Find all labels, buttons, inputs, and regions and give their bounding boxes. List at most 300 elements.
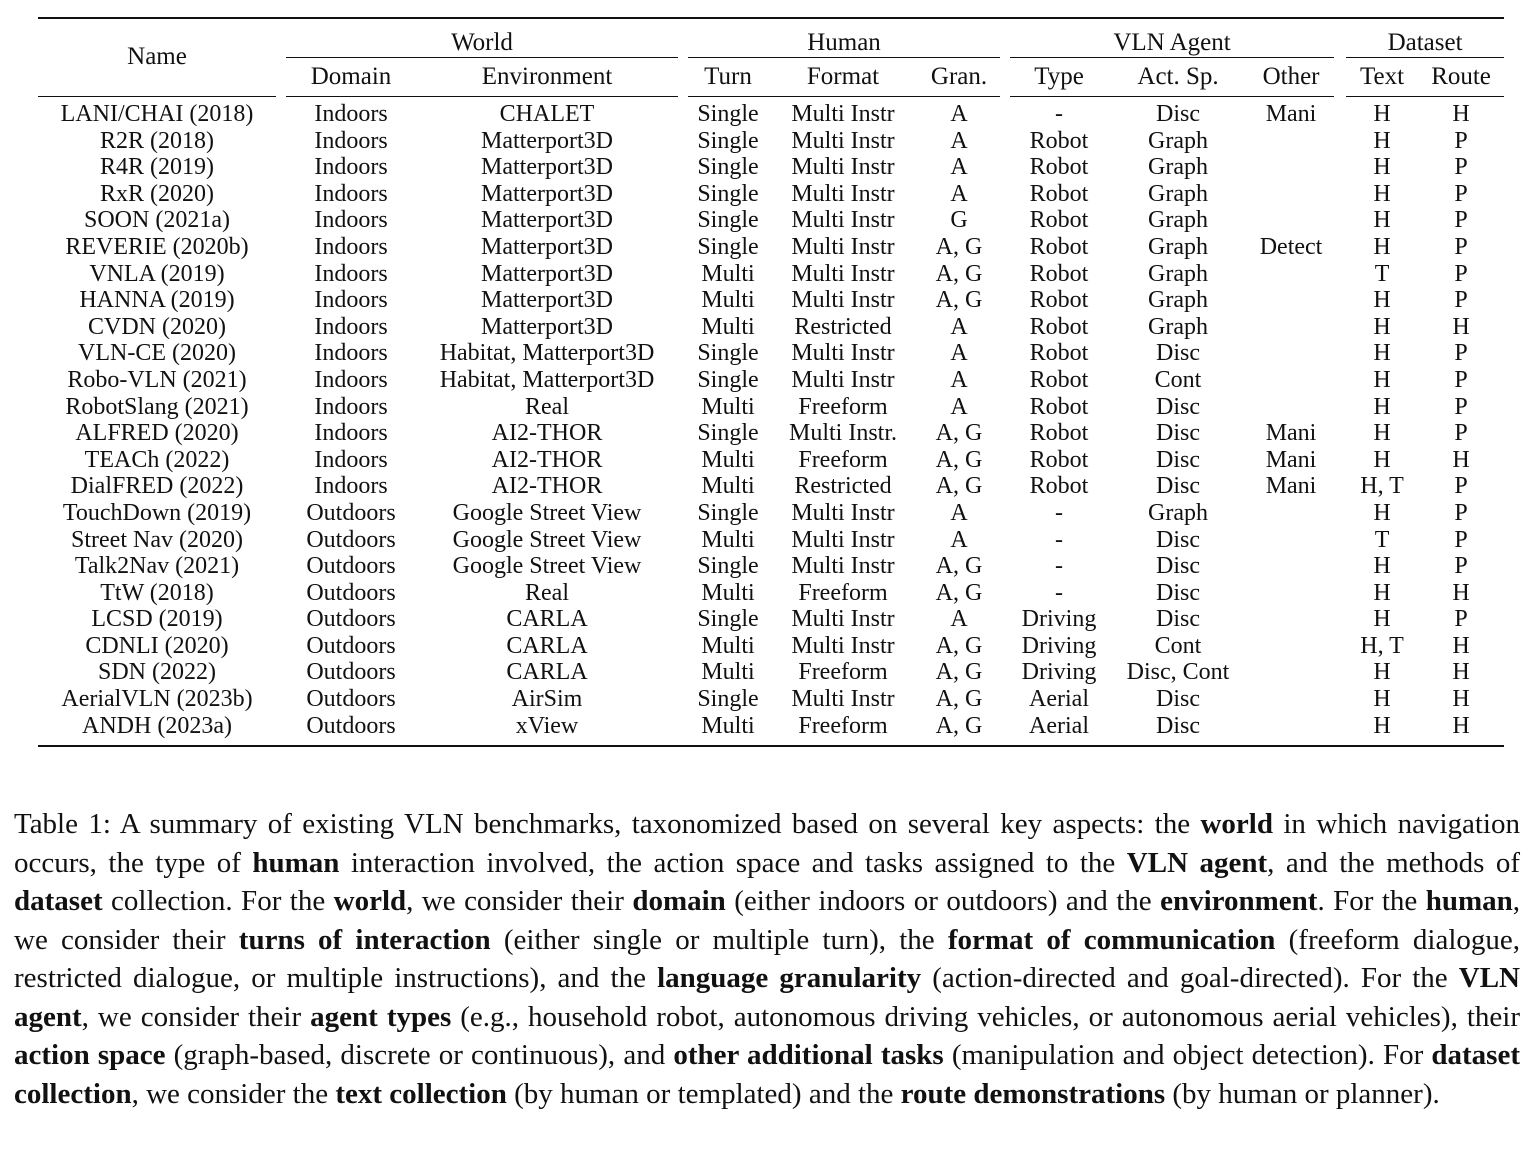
- cell-name: SOON (2021a): [84, 207, 230, 234]
- caption-text: , we consider their: [406, 885, 633, 917]
- cell-type: Aerial: [1010, 713, 1108, 747]
- header-environment: Environment: [416, 58, 678, 97]
- cell-text: H: [1373, 207, 1391, 234]
- cell-other: [1248, 580, 1334, 607]
- benchmark-table: [38, 17, 1504, 747]
- cell-type: Robot: [1029, 393, 1089, 420]
- cell-format: Freeform: [798, 393, 888, 420]
- cell-turn: Multi: [701, 260, 755, 287]
- cell-act-sp: Disc: [1156, 686, 1201, 713]
- caption-bold-term: dataset collection: [14, 1039, 1520, 1110]
- table-row: [38, 340, 1504, 367]
- cell-act-sp: Graph: [1148, 233, 1208, 260]
- cell-text: H: [1373, 154, 1391, 181]
- table-row: [38, 207, 1504, 234]
- cell-gran: A: [950, 180, 968, 207]
- caption-text: (either single or multiple turn), the: [490, 923, 948, 956]
- cell-format: Freeform: [798, 446, 888, 473]
- cell-domain: Indoors: [314, 233, 388, 260]
- caption-bold-term: dataset: [14, 885, 103, 917]
- cell-environment: Google Street View: [452, 553, 642, 580]
- table-row: [38, 314, 1504, 341]
- table-row: [38, 606, 1504, 633]
- cell-text: H: [1373, 233, 1391, 260]
- cell-turn: Single: [697, 686, 759, 713]
- cell-act-sp: Cont: [1154, 632, 1202, 659]
- cell-name: RxR (2020): [100, 180, 214, 207]
- cell-text: H: [1373, 313, 1391, 340]
- cell-other: [1248, 527, 1334, 554]
- cell-act-sp: Graph: [1148, 127, 1208, 154]
- cell-turn: Single: [697, 154, 759, 181]
- cell-format: Restricted: [794, 473, 892, 500]
- cell-turn: Multi: [701, 287, 755, 314]
- cell-act-sp: Disc: [1156, 393, 1201, 420]
- cell-name: REVERIE (2020b): [65, 233, 249, 260]
- cell-route: P: [1454, 499, 1468, 526]
- cell-name: AerialVLN (2023b): [61, 686, 253, 713]
- cell-route: P: [1454, 287, 1468, 314]
- cell-environment: CARLA: [506, 632, 588, 659]
- table-row: [38, 447, 1504, 474]
- cell-format: Multi Instr: [791, 526, 895, 553]
- cell-act-sp: Disc: [1156, 579, 1201, 606]
- cell-type: -: [1055, 101, 1064, 127]
- cell-gran: A, G: [918, 713, 1000, 747]
- table-row: [38, 713, 1504, 747]
- cell-route: H: [1452, 579, 1470, 606]
- cell-act-sp: Disc: [1156, 446, 1201, 473]
- caption-text: interaction involved, the action space and tasks assigned to the: [339, 846, 1127, 879]
- cell-name: Robo-VLN (2021): [67, 366, 247, 393]
- header-name: Name: [38, 18, 276, 97]
- table-header: [38, 18, 1504, 97]
- cell-environment: CARLA: [506, 606, 588, 633]
- cell-format: Freeform: [768, 713, 918, 747]
- cell-act-sp: Disc: [1156, 101, 1201, 127]
- cell-type: -: [1055, 579, 1064, 606]
- caption-text: , we consider their: [81, 1000, 311, 1033]
- cell-act-sp: Disc: [1156, 473, 1201, 500]
- cell-type: Robot: [1029, 207, 1089, 234]
- cell-route: P: [1454, 340, 1468, 367]
- table-row: [38, 527, 1504, 554]
- cell-act-sp: Disc: [1156, 526, 1201, 553]
- cell-route: H: [1452, 632, 1470, 659]
- cell-route: P: [1454, 207, 1468, 234]
- cell-format: Multi Instr: [791, 180, 895, 207]
- cell-gran: G: [950, 207, 968, 234]
- cell-domain: Indoors: [314, 207, 388, 234]
- cell-route: H: [1452, 313, 1470, 340]
- cell-domain: Indoors: [314, 101, 388, 127]
- caption-text: collection. For the: [102, 885, 334, 917]
- cell-environment: AI2-THOR: [491, 446, 603, 473]
- cell-environment: Google Street View: [452, 526, 642, 553]
- caption-text: , we consider the: [131, 1077, 336, 1110]
- cell-environment: Habitat, Matterport3D: [439, 366, 655, 393]
- cell-gran: A, G: [935, 553, 983, 580]
- cell-gran: A, G: [935, 420, 983, 447]
- cell-other: [1248, 659, 1334, 686]
- cell-route: H: [1452, 686, 1470, 713]
- cell-text: T: [1374, 526, 1390, 553]
- cell-format: Freeform: [798, 579, 888, 606]
- cell-turn: Single: [697, 127, 759, 154]
- cell-route: H: [1452, 101, 1470, 127]
- cell-format: Freeform: [798, 659, 888, 686]
- cell-route: P: [1454, 606, 1468, 633]
- header-act-sp: Act. Sp.: [1108, 58, 1248, 97]
- cell-format: Multi Instr: [791, 154, 895, 181]
- cell-domain: Indoors: [314, 180, 388, 207]
- cell-text: H: [1373, 101, 1391, 127]
- benchmark-table-container: [38, 17, 1494, 747]
- header-vln-agent: VLN Agent: [1010, 18, 1334, 58]
- cell-act-sp: Disc: [1156, 606, 1201, 633]
- cell-route: P: [1454, 180, 1468, 207]
- cell-text: H: [1346, 713, 1418, 747]
- cell-gran: A: [950, 154, 968, 181]
- table-row: [38, 181, 1504, 208]
- table-row: [38, 633, 1504, 660]
- cell-route: P: [1454, 526, 1468, 553]
- cell-route: P: [1454, 473, 1468, 500]
- cell-environment: Matterport3D: [481, 154, 613, 181]
- cell-domain: Indoors: [314, 473, 388, 500]
- cell-turn: Multi: [701, 526, 755, 553]
- table-row: [38, 154, 1504, 181]
- cell-name: HANNA (2019): [79, 287, 235, 314]
- cell-other: Detect: [1259, 233, 1323, 260]
- cell-format: Multi Instr.: [788, 420, 897, 447]
- cell-environment: Matterport3D: [481, 207, 613, 234]
- cell-domain: Indoors: [314, 127, 388, 154]
- caption-bold-term: human: [252, 846, 340, 879]
- cell-text: H: [1373, 659, 1391, 686]
- cell-text: H: [1373, 579, 1391, 606]
- cell-turn: Single: [697, 233, 759, 260]
- cell-route: P: [1454, 553, 1468, 580]
- cell-domain: Outdoors: [306, 659, 396, 686]
- header-human: Human: [688, 18, 1000, 58]
- cell-turn: Single: [697, 553, 759, 580]
- caption-bold-term: VLN agent: [14, 962, 1520, 1033]
- cell-environment: Matterport3D: [481, 313, 613, 340]
- cell-text: H, T: [1360, 632, 1404, 659]
- cell-gran: A, G: [935, 632, 983, 659]
- cell-other: [1248, 261, 1334, 288]
- cell-act-sp: Graph: [1148, 154, 1208, 181]
- cell-act-sp: Graph: [1148, 260, 1208, 287]
- cell-format: Multi Instr: [791, 553, 895, 580]
- cell-turn: Multi: [701, 659, 755, 686]
- cell-other: Mani: [1265, 101, 1317, 127]
- cell-text: H: [1373, 686, 1391, 713]
- cell-domain: Outdoors: [286, 713, 416, 747]
- cell-gran: A, G: [935, 446, 983, 473]
- table-row: [38, 500, 1504, 527]
- cell-domain: Outdoors: [306, 526, 396, 553]
- table-row: [38, 686, 1504, 713]
- table-body: [38, 97, 1504, 747]
- cell-environment: CHALET: [499, 101, 595, 127]
- cell-route: P: [1454, 260, 1468, 287]
- header-dataset: Dataset: [1346, 18, 1504, 58]
- cell-turn: Single: [697, 499, 759, 526]
- cell-format: Multi Instr: [791, 287, 895, 314]
- cell-text: H: [1373, 340, 1391, 367]
- cell-other: [1248, 367, 1334, 394]
- cell-environment: Matterport3D: [481, 233, 613, 260]
- cell-environment: Matterport3D: [481, 180, 613, 207]
- cell-environment: AI2-THOR: [491, 473, 603, 500]
- cell-act-sp: Disc, Cont: [1126, 659, 1230, 686]
- cell-other: [1248, 606, 1334, 633]
- header-text: Text: [1346, 58, 1418, 97]
- cell-act-sp: Graph: [1148, 207, 1208, 234]
- cell-turn: Multi: [701, 632, 755, 659]
- caption-bold-term: text collection: [335, 1077, 507, 1110]
- cell-name: TouchDown (2019): [62, 499, 252, 526]
- table-row: [38, 420, 1504, 447]
- cell-name: R2R (2018): [100, 127, 214, 154]
- cell-gran: A: [950, 393, 968, 420]
- cell-format: Multi Instr: [791, 686, 895, 713]
- caption-text: (action-directed and goal-directed). For the: [921, 962, 1459, 994]
- caption-bold-term: world: [333, 885, 407, 917]
- cell-format: Multi Instr: [791, 340, 895, 367]
- cell-other: [1248, 314, 1334, 341]
- header-format: Format: [768, 58, 918, 97]
- header-turn: Turn: [688, 58, 768, 97]
- caption-text: , and the methods of: [1267, 846, 1521, 879]
- cell-domain: Indoors: [314, 313, 388, 340]
- cell-environment: AI2-THOR: [491, 420, 603, 447]
- cell-text: H: [1373, 420, 1391, 447]
- cell-other: [1248, 340, 1334, 367]
- cell-name: Talk2Nav (2021): [74, 553, 240, 580]
- cell-type: -: [1055, 499, 1064, 526]
- cell-domain: Indoors: [314, 154, 388, 181]
- cell-route: P: [1454, 420, 1468, 447]
- cell-act-sp: Disc: [1156, 420, 1201, 447]
- cell-gran: A: [950, 526, 968, 553]
- cell-gran: A, G: [935, 579, 983, 606]
- cell-name: ALFRED (2020): [75, 420, 239, 447]
- cell-format: Multi Instr: [791, 260, 895, 287]
- cell-other: Mani: [1265, 446, 1317, 473]
- cell-act-sp: Graph: [1148, 287, 1208, 314]
- table-row: [38, 287, 1504, 314]
- cell-gran: A, G: [935, 287, 983, 314]
- cell-type: Robot: [1029, 340, 1089, 367]
- cell-gran: A, G: [935, 260, 983, 287]
- cell-other: [1248, 287, 1334, 314]
- cell-name: Street Nav (2020): [71, 526, 243, 553]
- cell-text: H: [1373, 553, 1391, 580]
- cell-text: H: [1373, 180, 1391, 207]
- cell-format: Multi Instr: [791, 207, 895, 234]
- cell-text: H: [1373, 366, 1391, 393]
- cell-type: Robot: [1029, 313, 1089, 340]
- cell-gran: A: [950, 366, 968, 393]
- cell-type: Aerial: [1029, 686, 1089, 713]
- caption-text: . For the: [1317, 885, 1426, 917]
- cell-type: Robot: [1029, 287, 1089, 314]
- caption-bold-term: route demonstrations: [900, 1077, 1166, 1110]
- caption-bold-term: format of communication: [947, 923, 1276, 956]
- cell-act-sp: Disc: [1156, 553, 1201, 580]
- header-route: Route: [1418, 58, 1504, 97]
- cell-text: H: [1373, 606, 1391, 633]
- table-row: [38, 580, 1504, 607]
- cell-format: Multi Instr: [791, 101, 895, 127]
- cell-domain: Outdoors: [306, 632, 396, 659]
- cell-environment: Real: [525, 393, 569, 420]
- cell-turn: Multi: [701, 393, 755, 420]
- cell-type: Robot: [1029, 180, 1089, 207]
- cell-gran: A: [950, 127, 968, 154]
- caption-bold-term: other additional tasks: [673, 1039, 944, 1071]
- table-row: [38, 553, 1504, 580]
- cell-type: Robot: [1029, 154, 1089, 181]
- cell-other: [1248, 181, 1334, 208]
- cell-route: P: [1454, 366, 1468, 393]
- cell-name: ANDH (2023a): [38, 713, 276, 747]
- cell-route: H: [1452, 446, 1470, 473]
- caption-text: (graph-based, discrete or continuous), and: [165, 1039, 674, 1071]
- cell-route: P: [1454, 233, 1468, 260]
- caption-bold-term: environment: [1160, 885, 1318, 917]
- cell-gran: A: [950, 340, 968, 367]
- cell-type: Robot: [1029, 366, 1089, 393]
- cell-type: Robot: [1029, 446, 1089, 473]
- cell-domain: Indoors: [314, 446, 388, 473]
- caption-text: Table 1: A summary of existing VLN benchmarks, taxonomized based on several key aspects: the: [14, 808, 1201, 840]
- header-world: World: [286, 18, 678, 58]
- cell-gran: A, G: [935, 473, 983, 500]
- caption-bold-term: turns of interaction: [238, 923, 491, 956]
- cell-other: [1248, 686, 1334, 713]
- cell-environment: Matterport3D: [481, 260, 613, 287]
- caption-text: (manipulation and object detection). For: [943, 1039, 1432, 1071]
- cell-format: Multi Instr: [791, 127, 895, 154]
- header-gran: Gran.: [918, 58, 1000, 97]
- table-row: [38, 473, 1504, 500]
- cell-environment: Real: [525, 579, 569, 606]
- cell-name: LCSD (2019): [91, 606, 223, 633]
- cell-domain: Indoors: [314, 287, 388, 314]
- cell-other: Mani: [1265, 420, 1317, 447]
- table-caption: [14, 805, 1520, 1113]
- cell-text: T: [1374, 260, 1390, 287]
- cell-environment: Google Street View: [452, 499, 642, 526]
- table-row: [38, 367, 1504, 394]
- cell-type: Driving: [1021, 606, 1097, 633]
- cell-gran: A: [950, 606, 968, 633]
- cell-gran: A: [950, 499, 968, 526]
- cell-act-sp: Graph: [1148, 313, 1208, 340]
- cell-name: TtW (2018): [100, 579, 214, 606]
- cell-turn: Single: [697, 101, 759, 127]
- cell-gran: A, G: [935, 233, 983, 260]
- cell-gran: A, G: [935, 686, 983, 713]
- cell-domain: Outdoors: [306, 499, 396, 526]
- caption-bold-term: world: [1200, 808, 1273, 840]
- cell-environment: Habitat, Matterport3D: [439, 340, 655, 367]
- caption-text: (by human or templated) and the: [506, 1077, 901, 1110]
- cell-turn: Single: [697, 420, 759, 447]
- cell-type: Robot: [1029, 260, 1089, 287]
- cell-format: Multi Instr: [791, 499, 895, 526]
- cell-format: Multi Instr: [791, 632, 895, 659]
- cell-turn: Multi: [701, 313, 755, 340]
- cell-turn: Multi: [701, 446, 755, 473]
- caption-text: (either indoors or outdoors) and the: [725, 885, 1161, 917]
- cell-environment: CARLA: [506, 659, 588, 686]
- caption-bold-term: language granularity: [657, 962, 922, 994]
- cell-name: CVDN (2020): [88, 313, 226, 340]
- cell-type: Robot: [1029, 233, 1089, 260]
- cell-domain: Outdoors: [306, 686, 396, 713]
- cell-environment: xView: [416, 713, 678, 747]
- cell-other: [1248, 128, 1334, 155]
- cell-environment: AirSim: [511, 686, 583, 713]
- caption-text: , we consider their: [14, 885, 1521, 956]
- header-other: Other: [1248, 58, 1334, 97]
- header-type: Type: [1010, 58, 1108, 97]
- caption-text: (e.g., household robot, autonomous driving vehicles, or autonomous aerial vehicles), their: [451, 1000, 1520, 1033]
- cell-act-sp: Cont: [1154, 366, 1202, 393]
- cell-turn: Multi: [701, 579, 755, 606]
- cell-text: H, T: [1360, 473, 1404, 500]
- cell-act-sp: Disc: [1108, 713, 1248, 747]
- cell-format: Restricted: [794, 313, 892, 340]
- cell-route: H: [1418, 713, 1504, 747]
- table-row: [38, 659, 1504, 686]
- cell-other: [1248, 207, 1334, 234]
- cell-turn: Single: [697, 606, 759, 633]
- cell-turn: Single: [697, 180, 759, 207]
- cell-format: Multi Instr: [791, 366, 895, 393]
- caption-text: in which navigation occurs, the type of: [14, 808, 1520, 879]
- cell-name: LANI/CHAI (2018): [60, 101, 254, 127]
- cell-act-sp: Graph: [1148, 499, 1208, 526]
- cell-name: RobotSlang (2021): [65, 393, 249, 420]
- cell-other: [1248, 713, 1334, 747]
- cell-format: Multi Instr: [791, 233, 895, 260]
- cell-domain: Outdoors: [306, 606, 396, 633]
- cell-type: Robot: [1029, 127, 1089, 154]
- cell-act-sp: Graph: [1148, 180, 1208, 207]
- cell-other: [1248, 394, 1334, 421]
- cell-name: R4R (2019): [100, 154, 214, 181]
- cell-name: DialFRED (2022): [70, 473, 244, 500]
- cell-text: H: [1373, 499, 1391, 526]
- caption-bold-term: domain: [632, 885, 726, 917]
- caption-bold-term: human: [1425, 885, 1513, 917]
- cell-other: [1248, 553, 1334, 580]
- cell-domain: Outdoors: [306, 579, 396, 606]
- cell-route: P: [1454, 154, 1468, 181]
- cell-type: -: [1055, 526, 1064, 553]
- cell-domain: Indoors: [314, 366, 388, 393]
- table-row: [38, 394, 1504, 421]
- cell-turn: Multi: [688, 713, 768, 747]
- cell-route: H: [1452, 659, 1470, 686]
- cell-type: Driving: [1021, 632, 1097, 659]
